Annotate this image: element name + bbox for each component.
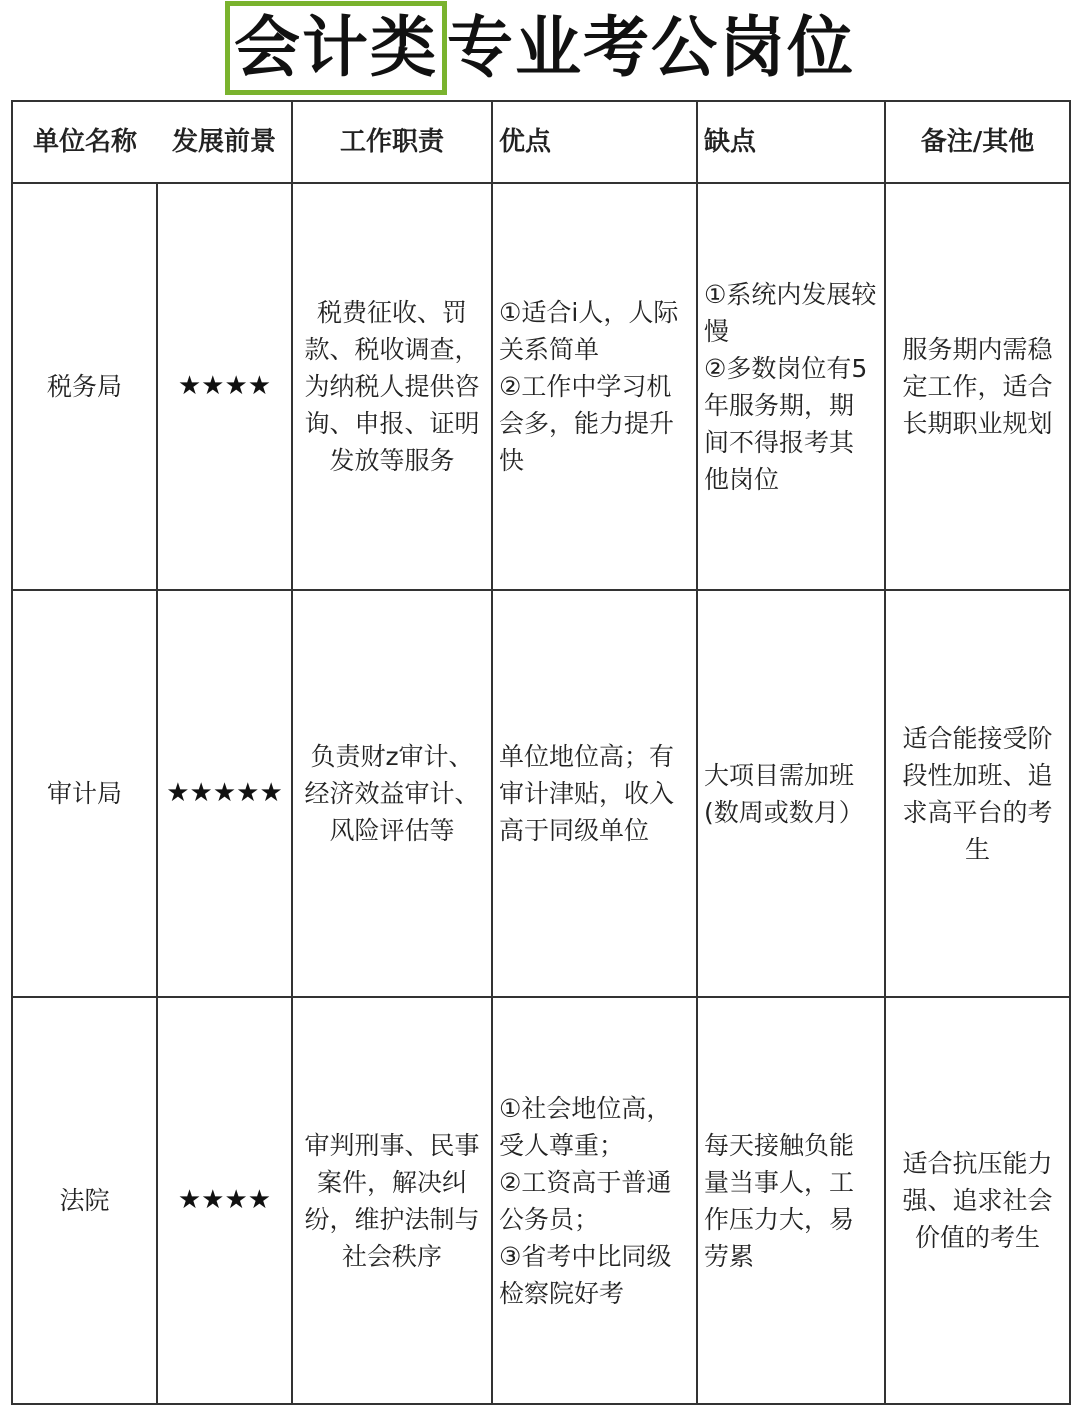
comparison-table-wrap xyxy=(11,100,1069,1405)
cell-notes: 适合能接受阶段性加班、追求高平台的考生 xyxy=(885,590,1070,997)
table-row xyxy=(12,997,1070,1404)
header-row xyxy=(12,101,1070,183)
cell-duty: 负责财z审计、经济效益审计、风险评估等 xyxy=(292,590,492,997)
cell-prospect-stars: ★★★★★ xyxy=(157,590,292,997)
table-row xyxy=(12,590,1070,997)
cell-unit: 法院 xyxy=(12,997,157,1404)
cell-cons: ①系统内发展较慢 ②多数岗位有5年服务期，期间不得报考其他岗位 xyxy=(697,183,885,590)
header-duty: 工作职责 xyxy=(292,101,492,183)
header-unit: 单位名称 xyxy=(12,101,157,183)
cell-duty: 审判刑事、民事案件，解决纠纷，维护法制与社会秩序 xyxy=(292,997,492,1404)
cell-unit: 审计局 xyxy=(12,590,157,997)
header-prospect: 发展前景 xyxy=(157,101,292,183)
title-highlight: 会计类 xyxy=(225,1,447,95)
cell-notes: 适合抗压能力强、追求社会价值的考生 xyxy=(885,997,1070,1404)
title-rest: 专业考公岗位 xyxy=(447,9,855,86)
table-row xyxy=(12,183,1070,590)
header-notes: 备注/其他 xyxy=(885,101,1070,183)
header-pros: 优点 xyxy=(492,101,697,183)
cell-cons: 每天接触负能量当事人，工作压力大，易劳累 xyxy=(697,997,885,1404)
cell-pros: ①适合i人，人际关系简单 ②工作中学习机会多，能力提升快 xyxy=(492,183,697,590)
cell-cons: 大项目需加班(数周或数月） xyxy=(697,590,885,997)
comparison-table xyxy=(11,100,1071,1405)
cell-pros: 单位地位高；有审计津贴，收入高于同级单位 xyxy=(492,590,697,997)
cell-pros: ①社会地位高，受人尊重； ②工资高于普通公务员； ③省考中比同级检察院好考 xyxy=(492,997,697,1404)
cell-notes: 服务期内需稳定工作，适合长期职业规划 xyxy=(885,183,1070,590)
cell-unit: 税务局 xyxy=(12,183,157,590)
page-title xyxy=(0,0,1080,96)
header-cons: 缺点 xyxy=(697,101,885,183)
cell-prospect-stars: ★★★★ xyxy=(157,997,292,1404)
cell-duty: 税费征收、罚款、税收调查，为纳税人提供咨询、申报、证明发放等服务 xyxy=(292,183,492,590)
cell-prospect-stars: ★★★★ xyxy=(157,183,292,590)
